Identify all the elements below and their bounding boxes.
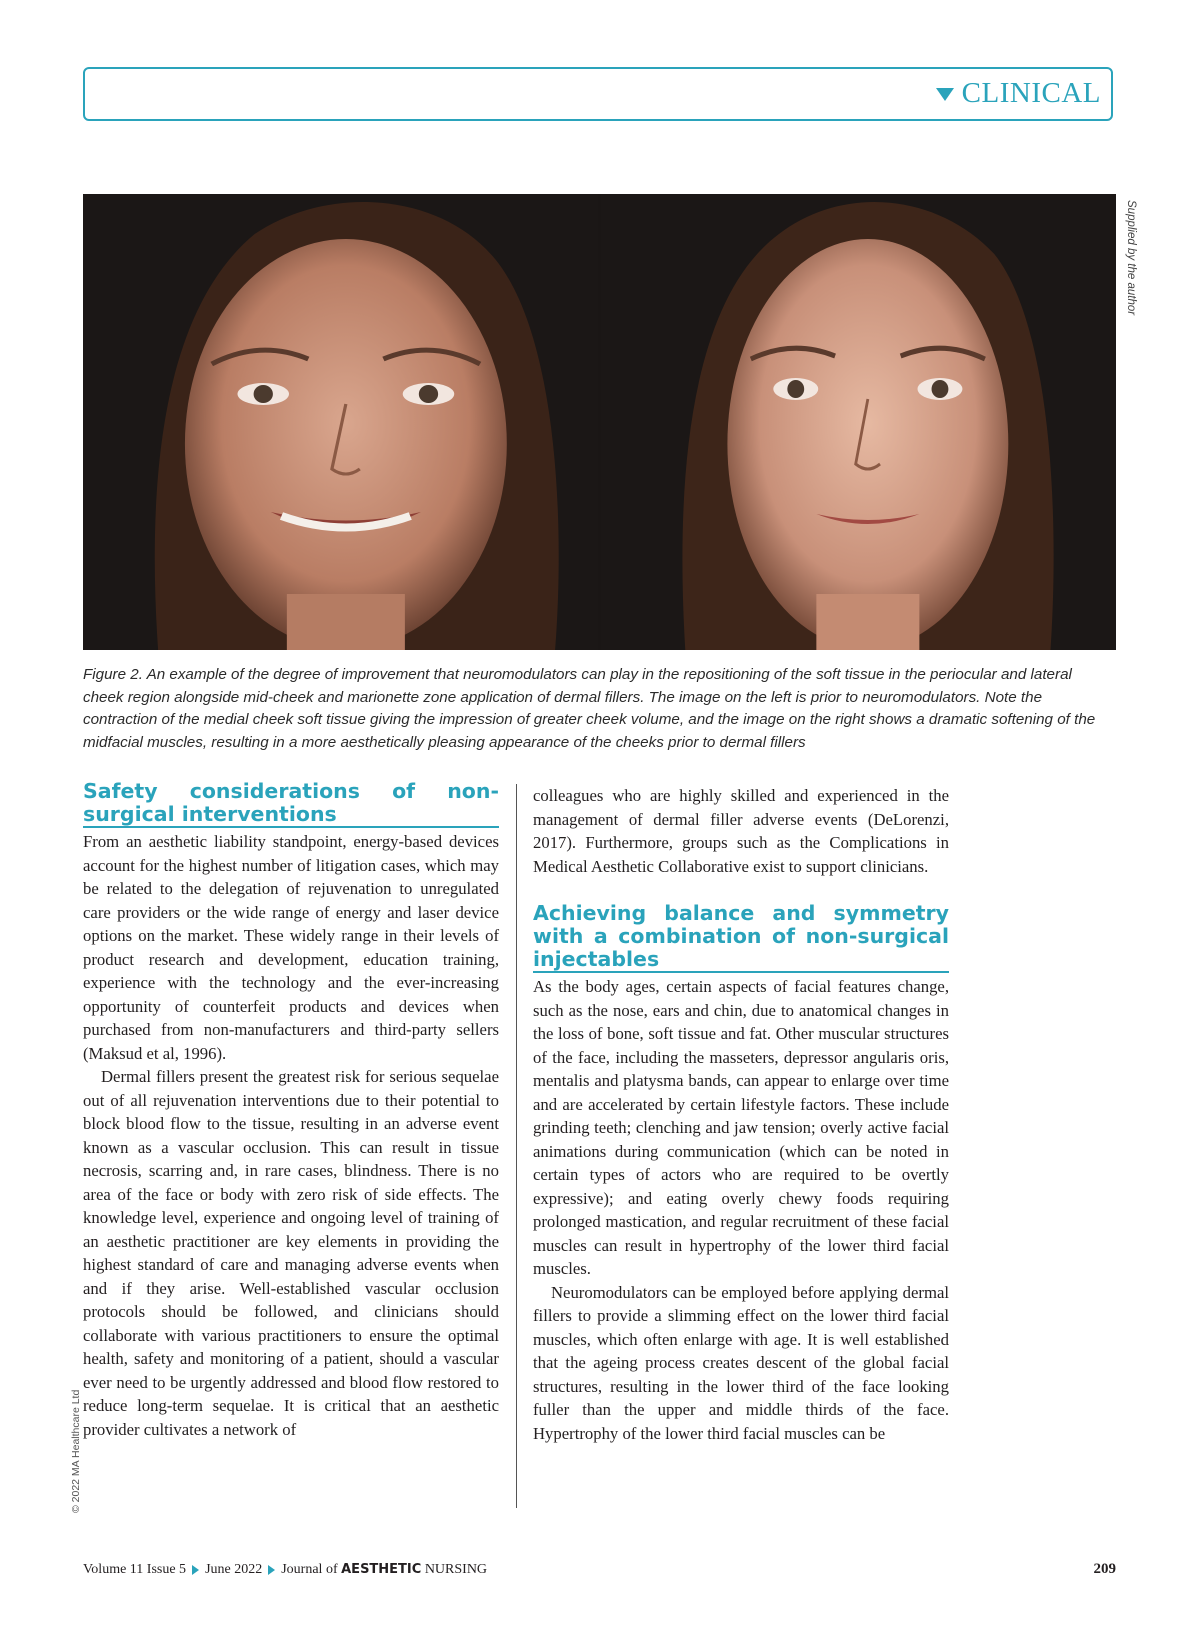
article-column-right bbox=[533, 784, 949, 1445]
footer-volume: Volume 11 Issue 5 bbox=[83, 1561, 187, 1577]
paragraph: Dermal fillers present the greatest risk for serious sequelae out of all rejuvenation interventions due to their potential to block blood flow to the tissue, resulting in an adverse event known as a vascular occlusion. This can result in tissue necrosis, scarring and, in rare cases, blindness. There is no area of the face or body with zero risk of side effects. The knowledge level, experience and ongoing level of training of an aesthetic practitioner are key elements in providing the highest standard of care and managing adverse events when and if they arise. Well-established vascular occlusion protocols should be followed, and clinicians should collaborate with various practitioners to ensure the optimal health, safety and monitoring of a patient, should a vascular ever need to be urgently addressed and blood flow restored to reduce long-term sequelae. It is critical that an aesthetic provider cultivates a network of bbox=[83, 1067, 499, 1439]
photo-after bbox=[601, 194, 1116, 650]
page-footer bbox=[83, 1561, 1116, 1578]
figure-2-photo-pair bbox=[83, 194, 1116, 650]
paragraph: Neuromodulators can be employed before applying dermal fillers to provide a slimming effect on the lower third facial muscles, which often enlarge with age. It is well established that the ageing process creates descent of the global facial structures, resulting in the lower third of the face looking fuller than the upper and middle thirds of the face. Hypertrophy of the lower third facial muscles can be bbox=[533, 1282, 949, 1443]
section-header-box bbox=[83, 67, 1113, 121]
photo-credit: Supplied by the author bbox=[1125, 200, 1137, 316]
triangle-right-icon bbox=[268, 1565, 275, 1575]
page-number: 209 bbox=[1093, 1561, 1116, 1577]
section-label: CLINICAL bbox=[961, 77, 1101, 109]
paragraph: From an aesthetic liability standpoint, energy-based devices account for the highest number of litigation cases, which may be related to the delegation of rejuvenation to unregulated care providers or the wide range of energy and laser device options on the market. These widely range in their levels of product research and development, education training, experience with the technology and the ever-increasing opportunity of counterfeit products and devices when purchased from non-manufacturers and third-party sellers (Maksud et al, 1996). bbox=[83, 832, 499, 1063]
triangle-down-icon bbox=[936, 88, 954, 101]
footer-journal-bold: AESTHETIC bbox=[341, 1562, 422, 1577]
figure-caption: Figure 2. An example of the degree of improvement that neuromodulators can play in the repositioning of the soft tissue in the periocular and lateral cheek region alongside mid-cheek and marionette zone application of dermal fillers. The image on the left is prior to neuromodulators. Note the contraction of the medial cheek soft tissue giving the impression of greater cheek volume, and the image on the right shows a dramatic softening of the midfacial muscles, resulting in a more aesthetically pleasing appearance of the cheeks prior to dermal fillers bbox=[83, 666, 1096, 751]
footer-journal-prefix: Journal of bbox=[281, 1561, 338, 1577]
triangle-right-icon bbox=[192, 1565, 199, 1575]
copyright-notice: © 2022 MA Healthcare Ltd bbox=[70, 1389, 82, 1513]
photo-before bbox=[83, 194, 598, 650]
article-column-left bbox=[83, 780, 499, 1441]
column-divider bbox=[516, 784, 517, 1508]
paragraph: As the body ages, certain aspects of facial features change, such as the nose, ears and chin, due to anatomical changes in the loss of bone, soft tissue and fat. Other muscular structures of the face, including the masseters, depressor angularis oris, mentalis and platysma bands, can appear to enlarge over time and are accelerated by certain lifestyle factors. These include grinding teeth; clenching and jaw tension; overly active facial animations during communication (which can be noted in certain types of actors who are required to be overtly expressive); and eating overly chewy foods requiring prolonged mastication, and regular recruitment of these facial muscles can result in hypertrophy of the lower third facial muscles. bbox=[533, 977, 949, 1278]
section-heading-balance: Achieving balance and symmetry with a combination of non-surgical injectables bbox=[533, 901, 949, 971]
section-heading-safety: Safety considerations of non-surgical interventions bbox=[83, 779, 499, 826]
section-tag bbox=[936, 77, 1101, 110]
footer-date: June 2022 bbox=[205, 1561, 263, 1577]
paragraph: colleagues who are highly skilled and experienced in the management of dermal filler adverse events (DeLorenzi, 2017). Furthermore, groups such as the Complications in Medical Aesthetic Collaborative exist to support clinicians. bbox=[533, 786, 949, 876]
footer-journal-suffix: NURSING bbox=[424, 1561, 488, 1577]
